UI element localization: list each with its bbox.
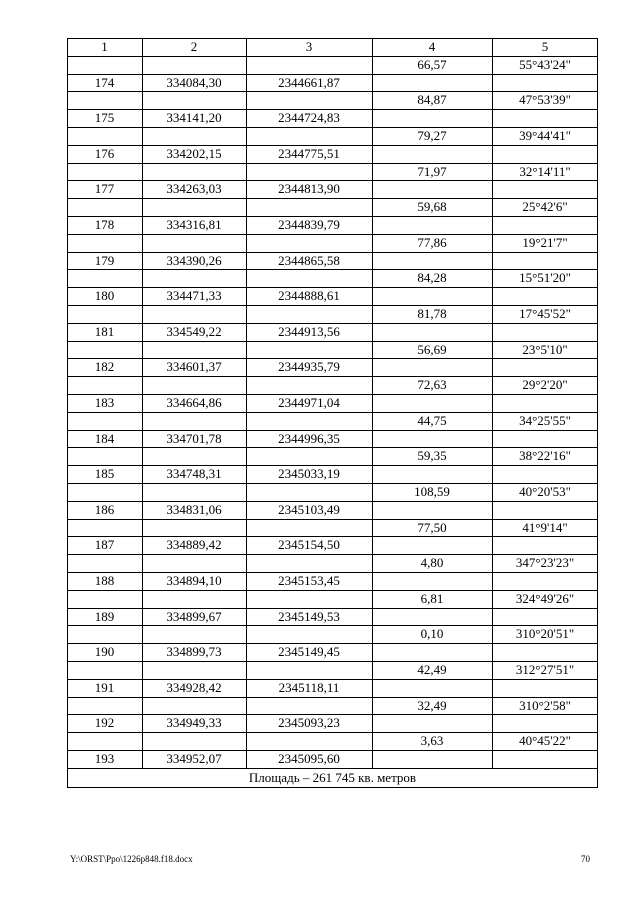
table-row-point xyxy=(67,358,598,376)
x-coordinate: 334952,07 xyxy=(166,751,222,766)
segment-length: 3,63 xyxy=(420,733,444,749)
row-divider xyxy=(67,74,598,75)
y-coordinate: 2344839,79 xyxy=(278,217,340,232)
table-row-point xyxy=(67,572,598,590)
header-cell-4: 4 xyxy=(428,39,436,54)
x-coordinate: 334664,86 xyxy=(166,395,222,410)
segment-length: 66,57 xyxy=(417,56,447,72)
direction-angle: 15°51'20" xyxy=(519,270,571,286)
y-coordinate: 2345149,45 xyxy=(278,644,340,660)
direction-angle: 40°20'53" xyxy=(519,484,571,499)
row-divider xyxy=(67,145,598,146)
row-divider xyxy=(67,341,598,342)
header-cell-2: 2 xyxy=(190,39,198,54)
x-coordinate: 334899,67 xyxy=(166,608,222,624)
segment-length: 44,75 xyxy=(417,412,447,428)
point-id: 180 xyxy=(94,288,115,304)
point-id: 179 xyxy=(94,252,115,268)
table-row-point xyxy=(67,430,598,448)
column-divider xyxy=(142,38,143,768)
x-coordinate: 334202,15 xyxy=(166,145,222,161)
segment-length: 72,63 xyxy=(417,377,447,393)
row-divider xyxy=(67,198,598,199)
row-divider xyxy=(67,109,598,110)
table-row-segment xyxy=(67,127,598,145)
table-row-segment xyxy=(67,519,598,537)
segment-length: 56,69 xyxy=(417,341,447,357)
direction-angle: 29°2'20" xyxy=(522,377,568,393)
header-cell-5: 5 xyxy=(541,39,549,54)
table-row-point xyxy=(67,394,598,412)
segment-length: 42,49 xyxy=(417,662,447,677)
y-coordinate: 2344813,90 xyxy=(278,181,340,197)
row-divider xyxy=(67,501,598,502)
row-divider xyxy=(67,180,598,181)
row-divider xyxy=(67,56,598,57)
column-divider xyxy=(597,38,598,788)
row-divider xyxy=(67,732,598,733)
direction-angle: 17°45'52" xyxy=(519,306,571,321)
table-header-row xyxy=(67,38,598,56)
x-coordinate: 334831,06 xyxy=(166,501,222,517)
segment-length: 4,80 xyxy=(420,555,444,571)
row-divider xyxy=(67,376,598,377)
table-row-segment xyxy=(67,625,598,643)
table-row-point xyxy=(67,536,598,554)
table-row-point xyxy=(67,180,598,198)
segment-length: 108,59 xyxy=(414,484,450,499)
row-divider xyxy=(67,269,598,270)
table-row-point xyxy=(67,679,598,697)
row-divider xyxy=(67,714,598,715)
table-row-segment xyxy=(67,447,598,465)
y-coordinate: 2344775,51 xyxy=(278,145,340,161)
segment-length: 84,28 xyxy=(417,270,447,286)
row-divider xyxy=(67,305,598,306)
y-coordinate: 2345154,50 xyxy=(278,537,340,553)
direction-angle: 47°53'39" xyxy=(519,92,571,108)
x-coordinate: 334390,26 xyxy=(166,252,222,268)
table-row-point xyxy=(67,608,598,626)
row-divider xyxy=(67,483,598,484)
row-divider xyxy=(67,358,598,359)
column-divider xyxy=(372,38,373,768)
x-coordinate: 334949,33 xyxy=(166,715,222,731)
table-row-point xyxy=(67,643,598,661)
x-coordinate: 334549,22 xyxy=(166,323,222,339)
row-divider xyxy=(67,412,598,413)
segment-length: 77,50 xyxy=(417,519,447,535)
table-row-segment xyxy=(67,269,598,287)
table-row-point xyxy=(67,145,598,163)
direction-angle: 34°25'55" xyxy=(519,412,571,428)
table-row-point xyxy=(67,74,598,92)
header-cell-1: 1 xyxy=(101,39,108,54)
row-divider xyxy=(67,394,598,395)
segment-length: 0,10 xyxy=(420,626,444,642)
table-row-segment xyxy=(67,661,598,679)
point-id: 184 xyxy=(94,430,115,446)
direction-angle: 19°21'7" xyxy=(522,234,568,250)
y-coordinate: 2344724,83 xyxy=(278,110,340,126)
table-row-point xyxy=(67,750,598,768)
column-divider xyxy=(67,38,68,788)
segment-length: 59,68 xyxy=(417,199,447,215)
point-id: 183 xyxy=(94,395,115,410)
x-coordinate: 334471,33 xyxy=(166,288,222,304)
segment-length: 77,86 xyxy=(417,234,447,250)
y-coordinate: 2344913,56 xyxy=(278,323,340,339)
direction-angle: 310°2'58" xyxy=(519,697,571,713)
y-coordinate: 2345149,53 xyxy=(278,608,340,624)
header-cell-3: 3 xyxy=(305,39,313,54)
point-id: 187 xyxy=(94,537,115,553)
x-coordinate: 334894,10 xyxy=(166,573,222,588)
table-row-segment xyxy=(67,198,598,216)
row-divider xyxy=(67,163,598,164)
y-coordinate: 2345033,19 xyxy=(278,466,340,482)
x-coordinate: 334748,31 xyxy=(166,466,222,482)
row-divider xyxy=(67,679,598,680)
point-id: 192 xyxy=(94,715,115,731)
table-bottom-border xyxy=(67,787,598,788)
row-divider xyxy=(67,608,598,609)
table-row-point xyxy=(67,287,598,305)
direction-angle: 32°14'11" xyxy=(519,163,571,179)
point-id: 185 xyxy=(94,466,115,482)
row-divider xyxy=(67,554,598,555)
table-row-segment xyxy=(67,376,598,394)
y-coordinate: 2344865,58 xyxy=(278,252,340,268)
table-row-segment xyxy=(67,91,598,109)
direction-angle: 40°45'22" xyxy=(519,733,571,749)
table-row-segment xyxy=(67,732,598,750)
segment-length: 6,81 xyxy=(420,590,444,606)
table-row-point xyxy=(67,323,598,341)
y-coordinate: 2344996,35 xyxy=(278,430,340,446)
x-coordinate: 334316,81 xyxy=(166,217,222,232)
point-id: 175 xyxy=(94,110,115,126)
row-divider xyxy=(67,519,598,520)
table-row-point xyxy=(67,216,598,234)
direction-angle: 38°22'16" xyxy=(519,448,571,464)
y-coordinate: 2345118,11 xyxy=(278,679,340,695)
point-id: 190 xyxy=(94,644,115,660)
segment-length: 84,87 xyxy=(417,92,447,108)
point-id: 186 xyxy=(94,501,115,517)
point-id: 178 xyxy=(94,217,115,232)
table-row-point xyxy=(67,252,598,270)
row-divider xyxy=(67,572,598,573)
row-divider xyxy=(67,590,598,591)
row-divider xyxy=(67,323,598,324)
point-id: 191 xyxy=(94,679,115,695)
table-row-segment xyxy=(67,56,598,74)
document-path: Y:\ORST\Ppo\1226p848.f18.docx xyxy=(70,854,193,864)
direction-angle: 39°44'41" xyxy=(519,128,571,143)
direction-angle: 25°42'6" xyxy=(522,199,568,215)
row-divider xyxy=(67,447,598,448)
x-coordinate: 334701,78 xyxy=(166,430,222,446)
direction-angle: 347°23'23" xyxy=(515,555,575,571)
point-id: 188 xyxy=(94,573,115,588)
y-coordinate: 2345095,60 xyxy=(278,751,340,766)
x-coordinate: 334141,20 xyxy=(166,110,222,126)
row-divider xyxy=(67,536,598,537)
x-coordinate: 334601,37 xyxy=(166,359,222,375)
x-coordinate: 334899,73 xyxy=(166,644,222,660)
point-id: 181 xyxy=(94,323,115,339)
y-coordinate: 2345093,23 xyxy=(278,715,340,731)
coordinates-table xyxy=(67,38,598,788)
direction-angle: 310°20'51" xyxy=(515,626,575,642)
area-total: Площадь – 261 745 кв. метров xyxy=(248,770,417,785)
column-divider xyxy=(246,38,247,768)
direction-angle: 41°9'14" xyxy=(522,519,568,535)
row-divider xyxy=(67,234,598,235)
segment-length: 59,35 xyxy=(417,448,447,464)
table-row-segment xyxy=(67,341,598,359)
page-number: 70 xyxy=(581,854,590,864)
y-coordinate: 2345153,45 xyxy=(278,573,340,588)
segment-length: 71,97 xyxy=(417,163,447,179)
y-coordinate: 2345103,49 xyxy=(278,501,340,517)
table-row-segment xyxy=(67,412,598,430)
point-id: 182 xyxy=(94,359,115,375)
y-coordinate: 2344661,87 xyxy=(278,74,340,90)
direction-angle: 55°43'24" xyxy=(519,56,571,72)
row-divider xyxy=(67,252,598,253)
table-row-segment xyxy=(67,590,598,608)
table-row-point xyxy=(67,501,598,519)
row-divider xyxy=(67,625,598,626)
row-divider xyxy=(67,465,598,466)
y-coordinate: 2344935,79 xyxy=(278,359,340,375)
table-row-segment xyxy=(67,163,598,181)
x-coordinate: 334928,42 xyxy=(166,679,222,695)
table-row-point xyxy=(67,109,598,127)
segment-length: 79,27 xyxy=(417,128,447,143)
direction-angle: 312°27'51" xyxy=(515,662,575,677)
direction-angle: 324°49'26" xyxy=(515,590,575,606)
row-divider xyxy=(67,661,598,662)
table-row-segment xyxy=(67,483,598,501)
table-row-point xyxy=(67,714,598,732)
row-divider xyxy=(67,750,598,751)
table-row-segment xyxy=(67,305,598,323)
row-divider xyxy=(67,38,598,39)
y-coordinate: 2344971,04 xyxy=(278,395,340,410)
row-divider xyxy=(67,91,598,92)
point-id: 193 xyxy=(94,751,115,766)
row-divider xyxy=(67,287,598,288)
x-coordinate: 334889,42 xyxy=(166,537,222,553)
direction-angle: 23°5'10" xyxy=(522,341,568,357)
x-coordinate: 334263,03 xyxy=(166,181,222,197)
row-divider xyxy=(67,430,598,431)
row-divider xyxy=(67,697,598,698)
table-row-segment xyxy=(67,697,598,715)
point-id: 177 xyxy=(94,181,115,197)
table-row-point xyxy=(67,465,598,483)
point-id: 189 xyxy=(94,608,115,624)
x-coordinate: 334084,30 xyxy=(166,74,222,90)
row-divider xyxy=(67,127,598,128)
y-coordinate: 2344888,61 xyxy=(278,288,340,304)
row-divider xyxy=(67,643,598,644)
point-id: 174 xyxy=(94,74,115,90)
segment-length: 32,49 xyxy=(417,697,447,713)
row-divider xyxy=(67,216,598,217)
column-divider xyxy=(492,38,493,768)
table-row-segment xyxy=(67,554,598,572)
point-id: 176 xyxy=(94,145,115,161)
segment-length: 81,78 xyxy=(417,306,447,321)
table-row-segment xyxy=(67,234,598,252)
